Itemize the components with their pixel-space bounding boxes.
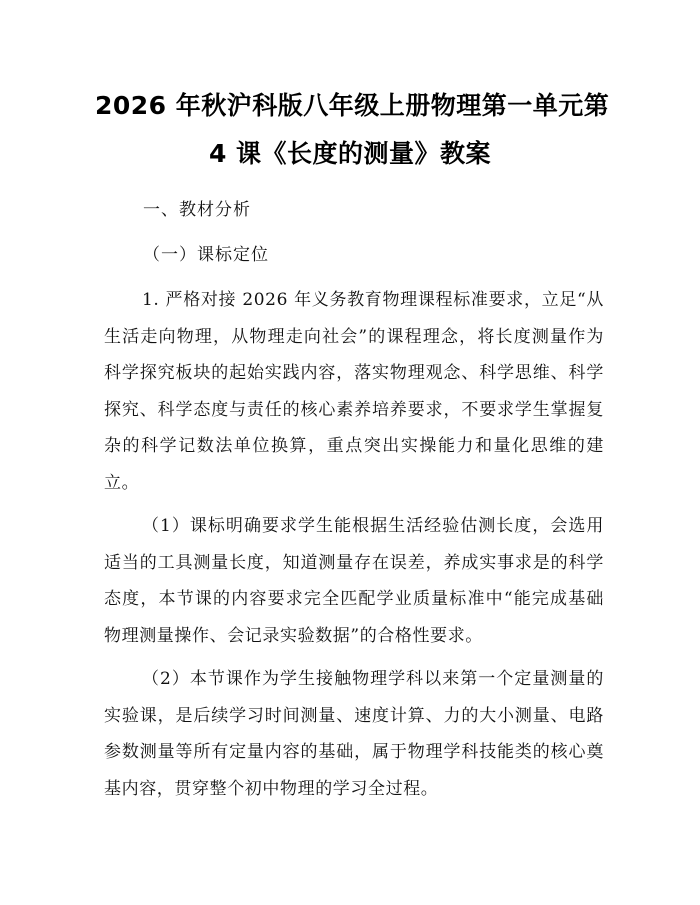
subsection-heading: （一）课标定位 [143,245,269,265]
document-title-line-2: 4 课《长度的测量》教案 [208,139,492,168]
paragraph-2: （1）课标明确要求学生能根据生活经验估测长度，会选用适当的工具测量长度，知道测量存在误差，养成实事求是的科学态度，本节课的内容要求完全匹配学业质量标准中“能完成基础物理测量操作、会记录实验数据”的合格性要求。 [104,516,604,646]
paragraph-1: 1. 严格对接 2026 年义务教育物理课程标准要求，立足“从生活走向物理，从物理走向社会”的课程理念，将长度测量作为科学探究板块的起始实践内容，落实物理观念、科学思维、科学探究、科学态度与责任的核心素养培养要求，不要求学生掌握复杂的科学记数法单位换算，重点突出实操能力和量化思维的建立。 [104,290,604,493]
section-heading: 一、教材分析 [143,200,251,220]
paragraph-3: （2）本节课作为学生接触物理学科以来第一个定量测量的实验课，是后续学习时间测量、速度计算、力的大小测量、电路参数测量等所有定量内容的基础，属于物理学科技能类的核心奠基内容，贯穿整个初中物理的学习全过程。 [104,669,604,799]
document-title-line-1: 2026 年秋沪科版八年级上册物理第一单元第 [95,91,610,120]
